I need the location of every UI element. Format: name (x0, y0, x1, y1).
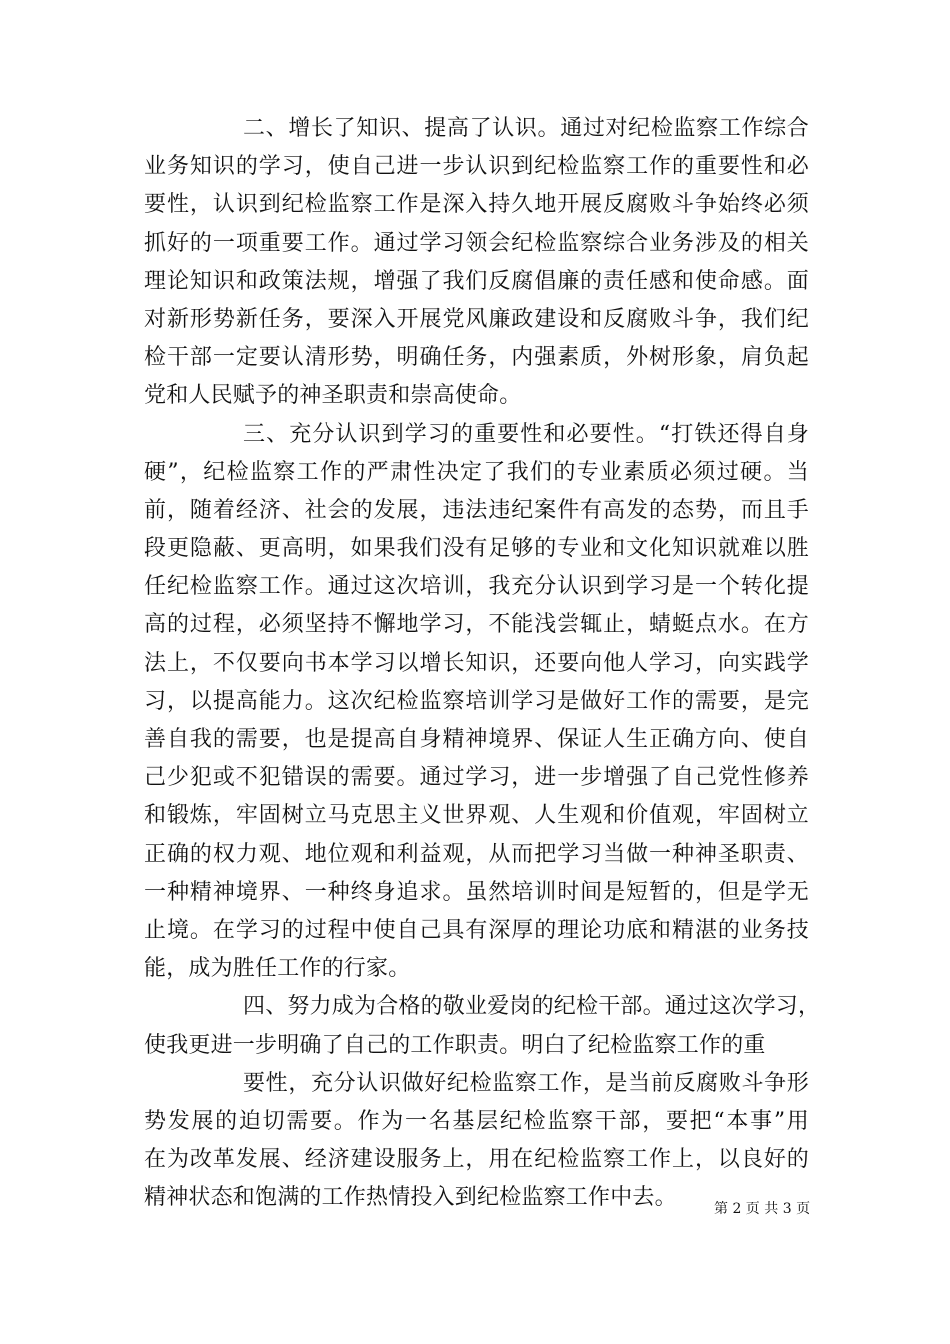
text-line: 党和人民赋予的神圣职责和崇高使命。 (144, 383, 522, 409)
text-line: 在为改革发展、经济建设服务上，用在纪检监察工作上，以良好的 (144, 1147, 809, 1173)
text-line: 对新形势新任务，要深入开展党风廉政建设和反腐败斗争，我们纪 (144, 306, 809, 332)
body-text (144, 110, 821, 1217)
text-line: 任纪检监察工作。通过这次培训，我充分认识到学习是一个转化提 (144, 574, 809, 600)
text-line: 精神状态和饱满的工作热情投入到纪检监察工作中去。 (144, 1185, 677, 1211)
text-line: 习，以提高能力。这次纪检监察培训学习是做好工作的需要，是完 (144, 688, 809, 714)
text-line: 抓好的一项重要工作。通过学习领会纪检监察综合业务涉及的相关 (144, 230, 809, 256)
text-line: 和锻炼，牢固树立马克思主义世界观、人生观和价值观，牢固树立 (144, 803, 809, 829)
text-line: 检干部一定要认清形势，明确任务，内强素质，外树形象，肩负起 (144, 345, 809, 371)
text-line: 要性，充分认识做好纪检监察工作，是当前反腐败斗争形 (243, 1070, 809, 1096)
text-line: 使我更进一步明确了自己的工作职责。明白了纪检监察工作的重 (144, 1032, 766, 1058)
text-line: 段更隐蔽、更高明，如果我们没有足够的专业和文化知识就难以胜 (144, 536, 809, 562)
page-number: 第 2 页 共 3 页 (714, 1201, 811, 1217)
text-line: 止境。在学习的过程中使自己具有深厚的理论功底和精湛的业务技 (144, 917, 809, 943)
text-line: 二、增长了知识、提高了认识。通过对纪检监察工作综合 (243, 116, 809, 141)
text-line: 能，成为胜任工作的行家。 (144, 956, 411, 982)
text-line: 硬”，纪检监察工作的严肃性决定了我们的专业素质必须过硬。当 (144, 459, 809, 485)
text-line: 正确的权力观、地位观和利益观，从而把学习当做一种神圣职责、 (144, 841, 809, 867)
text-line: 法上，不仅要向书本学习以增长知识，还要向他人学习，向实践学 (144, 650, 809, 676)
text-line: 势发展的迫切需要。作为一名基层纪检监察干部，要把“本事”用 (144, 1108, 809, 1134)
text-line: 三、充分认识到学习的重要性和必要性。“打铁还得自身 (243, 421, 809, 447)
text-line: 要性，认识到纪检监察工作是深入持久地开展反腐败斗争始终必须 (144, 192, 809, 218)
text-line: 理论知识和政策法规，增强了我们反腐倡廉的责任感和使命感。面 (144, 268, 809, 294)
text-line: 高的过程，必须坚持不懈地学习，不能浅尝辄止，蜻蜓点水。在方 (144, 612, 809, 638)
text-line: 己少犯或不犯错误的需要。通过学习，进一步增强了自己党性修养 (144, 765, 809, 791)
text-line: 业务知识的学习，使自己进一步认识到纪检监察工作的重要性和必 (144, 154, 809, 180)
text-line: 一种精神境界、一种终身追求。虽然培训时间是短暂的，但是学无 (144, 879, 809, 905)
text-line: 四、努力成为合格的敬业爱岗的纪检干部。通过这次学习， (243, 994, 821, 1020)
text-line: 善自我的需要，也是提高自身精神境界、保证人生正确方向、使自 (144, 727, 809, 752)
text-line: 前，随着经济、社会的发展，违法违纪案件有高发的态势，而且手 (144, 497, 809, 523)
